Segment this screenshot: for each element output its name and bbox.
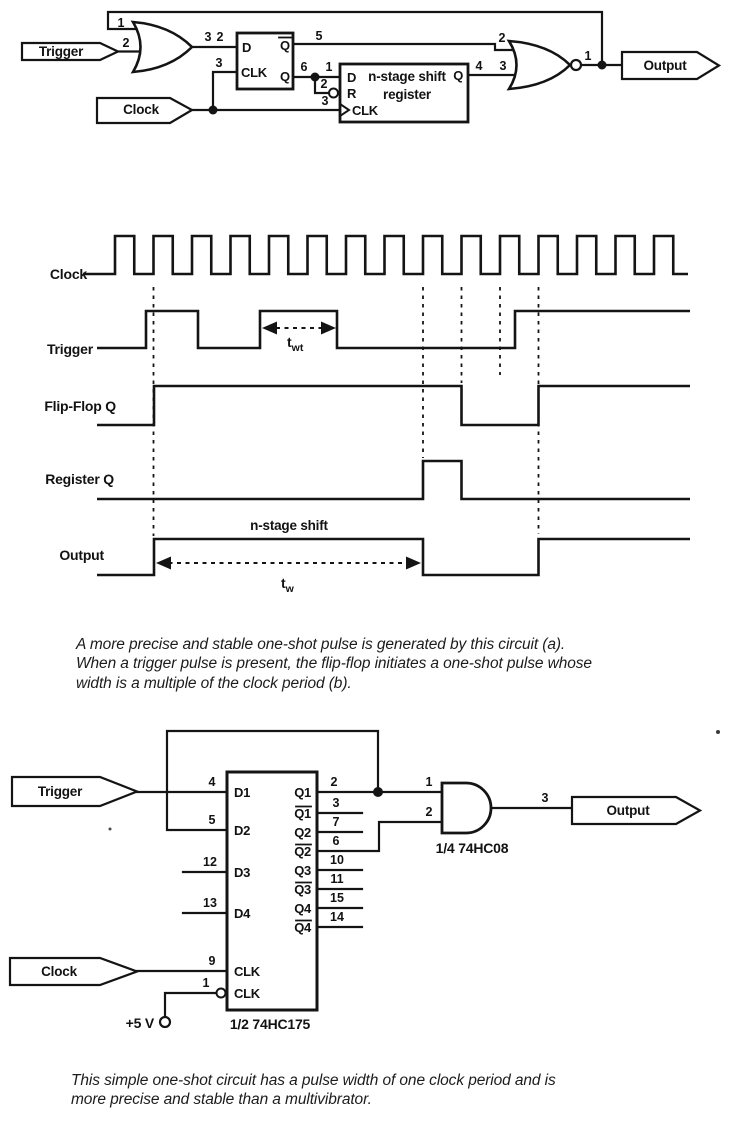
pin-num-q1bar: 3 [332, 796, 340, 810]
twt-label [287, 334, 304, 354]
junction-dot [373, 787, 383, 797]
ink-speck [109, 828, 112, 831]
ff-d-label: D [242, 40, 252, 55]
tw-sub: w [285, 583, 294, 595]
or-pin1: 1 [117, 16, 125, 30]
pin-num-clkbar: 1 [202, 976, 210, 990]
tw-main: t [281, 575, 286, 591]
ff-q-label: Q [280, 69, 290, 84]
pin-num-q4: 15 [330, 891, 344, 905]
sr-d-label: D [347, 70, 357, 85]
chip-label-clkbar: CLK [234, 986, 260, 1001]
and-gate [442, 783, 491, 833]
ff-pin-qbar: 5 [315, 29, 323, 43]
n-stage-shift-label: n-stage shift [250, 518, 328, 533]
waveform-trigger [97, 311, 690, 348]
chip-label-d2: D2 [234, 823, 251, 838]
pin-num-q4bar: 14 [330, 910, 344, 924]
or-gate [133, 22, 192, 72]
twt-sub: wt [291, 342, 304, 354]
tw-arrowhead-right [406, 557, 421, 570]
signal-label-flipflop-q: Flip-Flop Q [44, 398, 116, 414]
or-pin-out: 3 [204, 30, 212, 44]
caption-a-line3: width is a multiple of the clock period (b). [76, 674, 352, 692]
signal-label-clock: Clock [49, 266, 87, 282]
caption-b-line2: more precise and stable than a multivibrator. [71, 1091, 372, 1109]
chip-label-q1: Q1 [294, 785, 311, 800]
sr-r-label: R [347, 86, 357, 101]
waveform-clock [83, 236, 688, 274]
clk-inversion-bubble [217, 989, 226, 998]
and-pin-out: 3 [541, 791, 549, 805]
tw-label [281, 575, 295, 595]
chip-label-q4: Q4 [294, 901, 311, 916]
chip-label-d1: D1 [234, 785, 251, 800]
pin-num-clk: 9 [208, 954, 216, 968]
caption-a [76, 635, 592, 693]
caption-a-line1: A more precise and stable one-shot pulse is generated by this circuit (a). [76, 636, 566, 653]
trigger-flag-label: Trigger [37, 784, 83, 799]
nor-pin3: 3 [499, 59, 507, 73]
vcc-terminal-circle [160, 1017, 170, 1027]
clock-flag-label: Clock [123, 102, 159, 117]
and-pin2: 2 [425, 805, 433, 819]
sr-pin-r: 2 [320, 77, 328, 91]
timing-annotations [156, 322, 421, 596]
twt-arrowhead-left [262, 322, 277, 335]
and-pin1: 1 [425, 775, 433, 789]
ff-clk-label: CLK [241, 65, 267, 80]
circuit-b [10, 730, 720, 1032]
or-pin2: 2 [122, 36, 130, 50]
sr-pin-q: 4 [475, 59, 483, 73]
nor-pin-out: 1 [584, 49, 592, 63]
trigger-flag-label: Trigger [38, 44, 84, 59]
caption-b-line1: This simple one-shot circuit has a pulse width of one clock period and is [71, 1072, 556, 1089]
caption-b [71, 1071, 556, 1110]
clkbar-to-vcc-wire [165, 993, 216, 1017]
signal-label-output: Output [59, 547, 104, 563]
signal-label-register-q: Register Q [45, 471, 114, 487]
clock-flag-label: Clock [41, 964, 77, 979]
pin-num-d1: 4 [208, 775, 216, 789]
nor-gate [509, 41, 570, 89]
pin-num-q3: 10 [330, 853, 344, 867]
twt-main: t [287, 334, 292, 350]
pin-num-d4: 13 [203, 896, 217, 910]
clock-branch-wire [213, 72, 237, 110]
chip-label-d3: D3 [234, 865, 251, 880]
chip-part-name: 1/2 74HC175 [229, 1016, 311, 1032]
ink-speck [716, 730, 720, 734]
sr-q-label: Q [453, 68, 463, 83]
chip-label-q1bar: Q1 [294, 806, 311, 821]
junction-dot [598, 61, 607, 70]
sr-name-line1: n-stage shift [368, 69, 446, 84]
twt-arrowhead-right [321, 322, 336, 335]
sr-pin-d: 1 [325, 60, 333, 74]
vcc-label: +5 V [125, 1015, 154, 1031]
waveform-register-q [97, 461, 690, 499]
caption-a-line2: When a trigger pulse is present, the flip-flop initiates a one-shot pulse whose [76, 655, 592, 673]
pin-num-d2: 5 [208, 813, 216, 827]
chip-label-d4: D4 [234, 906, 251, 921]
tw-arrowhead-left [156, 557, 171, 570]
nor-bubble [571, 60, 581, 70]
pin-num-q1: 2 [330, 775, 338, 789]
nor-pin2: 2 [498, 31, 506, 45]
circuit-a [22, 12, 719, 123]
chip-label-q2bar: Q2 [294, 844, 311, 859]
pin-num-q2bar: 6 [332, 834, 340, 848]
ff-pin-clk: 3 [215, 56, 223, 70]
chip-label-clk: CLK [234, 964, 260, 979]
ff-pin-q: 6 [300, 60, 308, 74]
chip-label-q3bar: Q3 [294, 882, 311, 897]
chip-label-q3: Q3 [294, 863, 311, 878]
output-flag-label: Output [643, 58, 687, 73]
waveform-output [97, 539, 690, 575]
timing-diagram [44, 236, 690, 575]
sr-clk-label: CLK [352, 103, 378, 118]
reset-bubble [329, 89, 338, 98]
chip-label-q2: Q2 [294, 825, 311, 840]
sr-pin-clk: 3 [321, 94, 329, 108]
pin-num-d3: 12 [203, 855, 217, 869]
ff-pin-d: 2 [216, 30, 224, 44]
and-part-name: 1/4 74HC08 [435, 840, 509, 856]
waveform-flipflop-q [97, 386, 690, 425]
output-flag-label: Output [606, 803, 650, 818]
junction-dot [311, 73, 320, 82]
sr-name-line2: register [383, 87, 431, 102]
signal-label-trigger: Trigger [46, 341, 93, 357]
ff-qbar-label: Q [280, 38, 290, 53]
junction-dot [209, 106, 218, 115]
pin-num-q2: 7 [332, 815, 340, 829]
chip-label-q4bar: Q4 [294, 920, 311, 935]
circuit-b-wires [137, 731, 572, 1017]
pin-num-q3bar: 11 [330, 872, 344, 886]
qbar-wire [293, 44, 514, 50]
